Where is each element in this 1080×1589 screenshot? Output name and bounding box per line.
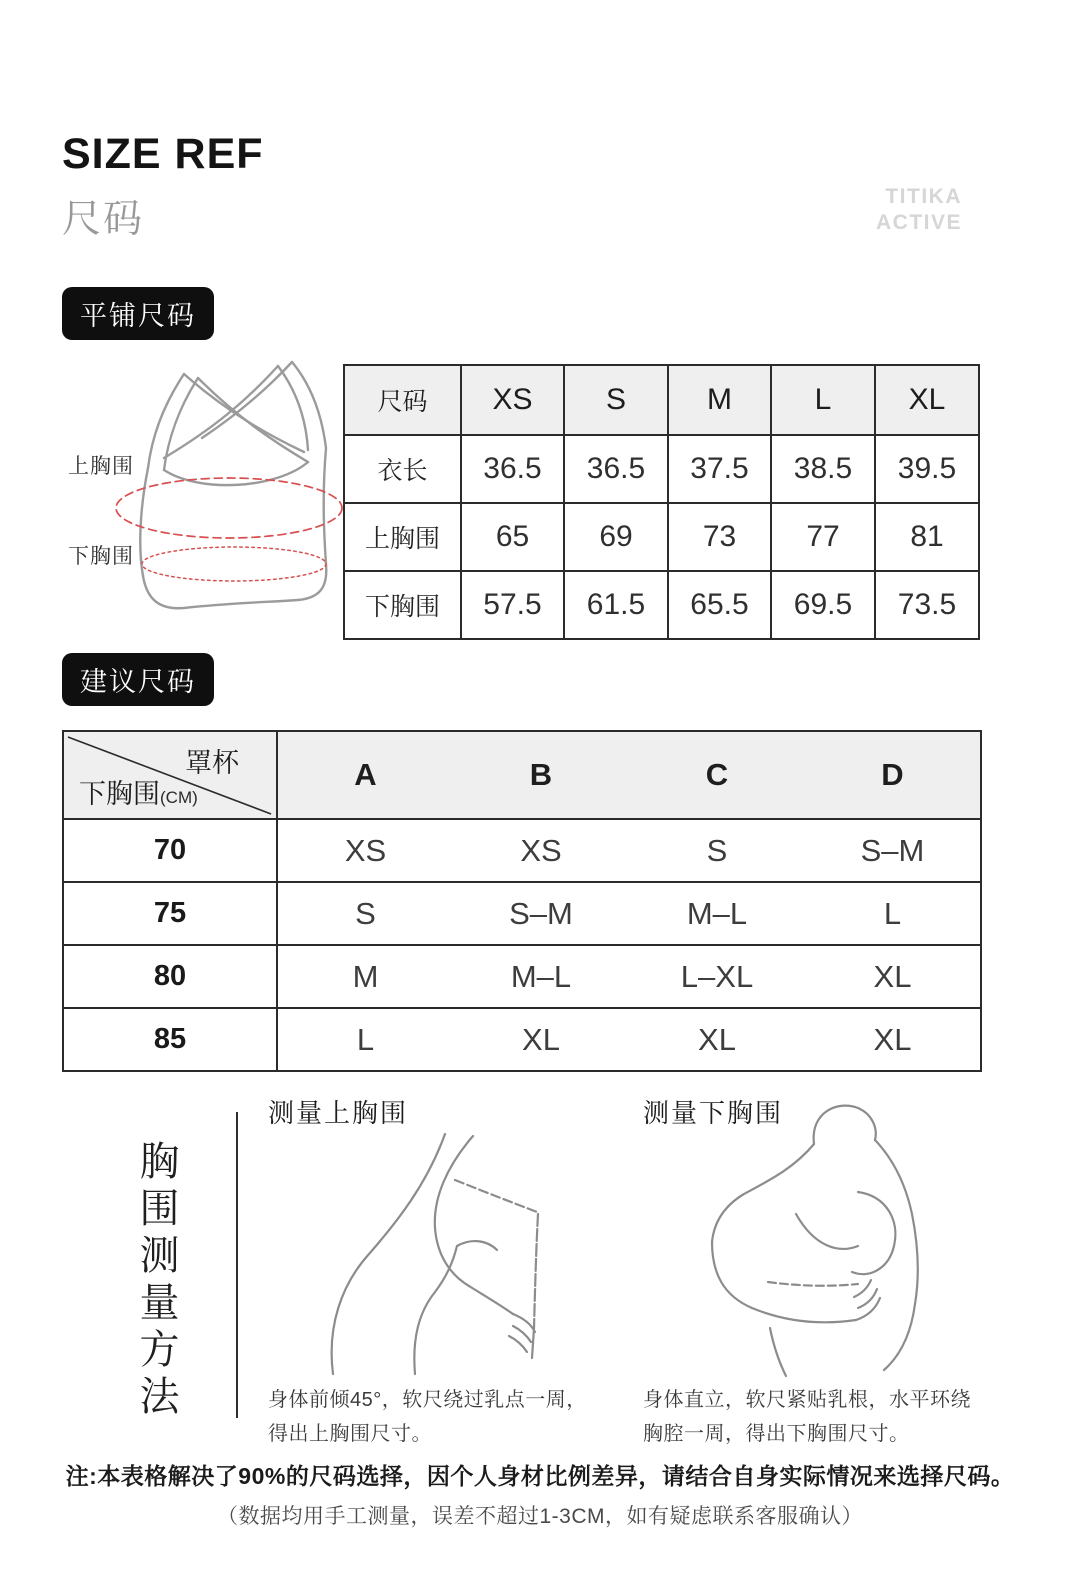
footer-note (0, 1458, 1080, 1530)
cell: 36.5 (461, 435, 564, 503)
row-label: 下胸围 (344, 571, 461, 639)
table-row (63, 945, 981, 1008)
measure-method-vertical-title: 胸围测量方法 (134, 1140, 178, 1422)
table-row (344, 365, 979, 435)
caption-line: 得出上胸围尺寸。 (268, 1423, 432, 1445)
cell: XL (805, 945, 981, 1008)
cell: 36.5 (564, 435, 668, 503)
size-col-m: M (668, 365, 771, 435)
cell: 69.5 (771, 571, 875, 639)
cell: S (277, 882, 453, 945)
size-col-xl: XL (875, 365, 979, 435)
cell: 39.5 (875, 435, 979, 503)
measure-under-heading: 测量下胸围 (643, 1098, 784, 1128)
band-75: 75 (63, 882, 277, 945)
band-80: 80 (63, 945, 277, 1008)
cell: 38.5 (771, 435, 875, 503)
band-70: 70 (63, 819, 277, 882)
size-col-xs: XS (461, 365, 564, 435)
cell: 65.5 (668, 571, 771, 639)
cell: XL (805, 1008, 981, 1071)
page-title: SIZE REF (62, 130, 264, 178)
cup-col-b: B (453, 731, 629, 819)
underbust-unit: (CM) (160, 788, 198, 807)
cell: M–L (629, 882, 805, 945)
underbust-label (79, 772, 198, 811)
size-col-l: L (771, 365, 875, 435)
cell: 77 (771, 503, 875, 571)
cell: 81 (875, 503, 979, 571)
cell: XS (453, 819, 629, 882)
cell: L (805, 882, 981, 945)
cell: S–M (453, 882, 629, 945)
table-row (63, 1008, 981, 1071)
table-row (63, 819, 981, 882)
note-line-2: （数据均用手工测量，误差不超过1-3CM，如有疑虑联系客服确认） (216, 1505, 863, 1528)
cup-label: 罩杯 (185, 748, 239, 778)
cell: XL (629, 1008, 805, 1071)
cup-col-c: C (629, 731, 805, 819)
cell: 65 (461, 503, 564, 571)
flat-size-table (343, 364, 980, 640)
caption-line: 胸腔一周，得出下胸围尺寸。 (643, 1423, 910, 1445)
table-row (344, 503, 979, 571)
table-row (344, 571, 979, 639)
band-85: 85 (63, 1008, 277, 1071)
cup-col-d: D (805, 731, 981, 819)
brand-line-1: TITIKA (885, 185, 962, 208)
cell: 37.5 (668, 435, 771, 503)
table-row (63, 731, 981, 819)
cell: M (277, 945, 453, 1008)
cell: 73 (668, 503, 771, 571)
row-label: 衣长 (344, 435, 461, 503)
cell: L (277, 1008, 453, 1071)
vertical-divider (236, 1112, 238, 1418)
size-header-cell: 尺码 (344, 365, 461, 435)
caption-line: 身体直立，软尺紧贴乳根，水平环绕 (643, 1389, 971, 1411)
measure-upper-caption (268, 1383, 587, 1451)
cell: XS (277, 819, 453, 882)
cell: 61.5 (564, 571, 668, 639)
table-row (63, 882, 981, 945)
brand-line-2: ACTIVE (875, 211, 962, 234)
row-label: 上胸围 (344, 503, 461, 571)
cell: L–XL (629, 945, 805, 1008)
size-col-s: S (564, 365, 668, 435)
note-line-1: 注:本表格解决了90%的尺码选择，因个人身材比例差异，请结合自身实际情况来选择尺码。 (65, 1463, 1015, 1489)
cell: S–M (805, 819, 981, 882)
cell: 57.5 (461, 571, 564, 639)
page-subtitle: 尺码 (62, 198, 145, 241)
under-bust-measure-illustration (672, 1096, 984, 1382)
underbust-text: 下胸围 (79, 779, 160, 809)
cell: 69 (564, 503, 668, 571)
suggest-size-table (62, 730, 982, 1072)
cell: 73.5 (875, 571, 979, 639)
table-row (344, 435, 979, 503)
flat-size-badge: 平铺尺码 (62, 287, 214, 340)
measure-upper-heading: 测量上胸围 (268, 1098, 409, 1128)
corner-diagonal (65, 733, 275, 817)
cup-col-a: A (277, 731, 453, 819)
upper-bust-label: 上胸围 (68, 455, 134, 478)
bra-illustration (106, 356, 348, 628)
measure-under-caption (643, 1383, 971, 1451)
caption-line: 身体前倾45°，软尺绕过乳点一周， (268, 1389, 587, 1411)
cell: M–L (453, 945, 629, 1008)
under-bust-label: 下胸围 (68, 545, 134, 568)
cell: XL (453, 1008, 629, 1071)
suggest-size-badge: 建议尺码 (62, 653, 214, 706)
upper-bust-measure-illustration (295, 1122, 585, 1380)
brand-logo (876, 184, 962, 236)
corner-header-cell (63, 731, 277, 819)
cell: S (629, 819, 805, 882)
